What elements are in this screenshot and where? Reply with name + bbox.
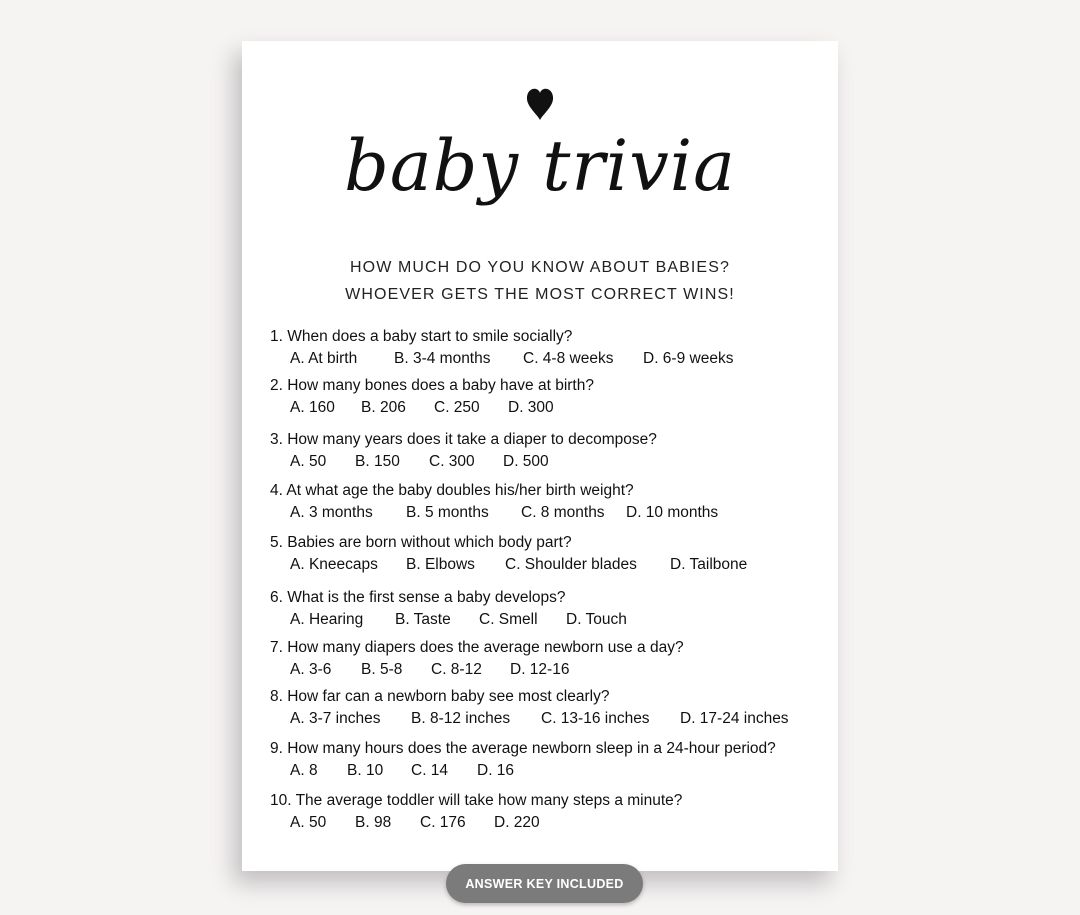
answer-option: B. 5 months xyxy=(406,504,489,521)
answer-option: D. 10 months xyxy=(626,504,719,521)
question-item xyxy=(270,326,830,370)
question-text: 6. What is the first sense a baby develops? xyxy=(270,589,566,606)
answer-option: C. Smell xyxy=(479,611,538,628)
question-item xyxy=(270,738,830,782)
answer-option: C. 8 months xyxy=(521,504,605,521)
answer-option: B. 10 xyxy=(347,762,384,779)
answer-option: A. 8 xyxy=(290,762,318,779)
answer-options xyxy=(290,397,830,419)
answer-options xyxy=(290,659,830,681)
answer-options xyxy=(290,812,830,834)
answer-option: A. At birth xyxy=(290,350,358,367)
question-item xyxy=(270,532,830,576)
answer-option: D. Tailbone xyxy=(670,556,748,573)
answer-option: D. 6-9 weeks xyxy=(643,350,734,367)
answer-option: B. 5-8 xyxy=(361,661,403,678)
answer-option: C. 8-12 xyxy=(431,661,482,678)
answer-option: A. Kneecaps xyxy=(290,556,378,573)
answer-option: B. Elbows xyxy=(406,556,475,573)
answer-option: C. 13-16 inches xyxy=(541,710,650,727)
page-title: baby trivia xyxy=(344,125,736,207)
answer-option: B. 3-4 months xyxy=(394,350,491,367)
answer-option: C. 4-8 weeks xyxy=(523,350,614,367)
answer-option: C. Shoulder blades xyxy=(505,556,637,573)
answer-option: B. 150 xyxy=(355,453,400,470)
question-text: 5. Babies are born without which body part? xyxy=(270,534,572,551)
answer-option: A. 160 xyxy=(290,399,335,416)
question-item xyxy=(270,790,830,834)
answer-key-badge: ANSWER KEY INCLUDED xyxy=(446,864,643,903)
answer-option: A. 50 xyxy=(290,814,327,831)
question-item xyxy=(270,686,830,730)
subtitle-line-2: WHOEVER GETS THE MOST CORRECT WINS! xyxy=(345,286,735,303)
answer-option: B. 206 xyxy=(361,399,406,416)
answer-option: D. 16 xyxy=(477,762,515,779)
answer-option: D. 17-24 inches xyxy=(680,710,789,727)
answer-option: D. 220 xyxy=(494,814,540,831)
question-text: 3. How many years does it take a diaper to decompose? xyxy=(270,431,657,448)
answer-options xyxy=(290,609,830,631)
answer-options xyxy=(290,451,830,473)
question-item xyxy=(270,429,830,473)
answer-option: D. 12-16 xyxy=(510,661,570,678)
answer-option: D. 500 xyxy=(503,453,549,470)
answer-options xyxy=(290,348,830,370)
answer-option: C. 250 xyxy=(434,399,480,416)
answer-option: D. Touch xyxy=(566,611,627,628)
answer-option: D. 300 xyxy=(508,399,554,416)
answer-option: C. 14 xyxy=(411,762,449,779)
subtitle-line-1: HOW MUCH DO YOU KNOW ABOUT BABIES? xyxy=(350,259,730,276)
answer-option: A. 3-7 inches xyxy=(290,710,381,727)
answer-option: B. 98 xyxy=(355,814,392,831)
question-text: 1. When does a baby start to smile socially? xyxy=(270,328,573,345)
question-text: 8. How far can a newborn baby see most clearly? xyxy=(270,688,610,705)
question-text: 7. How many diapers does the average newborn use a day? xyxy=(270,639,684,656)
question-text: 10. The average toddler will take how many steps a minute? xyxy=(270,792,683,809)
question-text: 9. How many hours does the average newborn sleep in a 24-hour period? xyxy=(270,740,776,757)
question-text: 4. At what age the baby doubles his/her birth weight? xyxy=(270,482,634,499)
answer-option: B. Taste xyxy=(395,611,451,628)
answer-option: A. 3 months xyxy=(290,504,373,521)
trivia-card xyxy=(242,41,838,871)
answer-option: C. 300 xyxy=(429,453,475,470)
answer-option: A. 50 xyxy=(290,453,327,470)
answer-options xyxy=(290,760,830,782)
answer-option: B. 8-12 inches xyxy=(411,710,511,727)
question-item xyxy=(270,587,830,631)
question-text: 2. How many bones does a baby have at birth? xyxy=(270,377,594,394)
question-item xyxy=(270,480,830,524)
question-item xyxy=(270,375,830,419)
answer-option: A. Hearing xyxy=(290,611,364,628)
answer-options xyxy=(290,554,830,576)
answer-option: A. 3-6 xyxy=(290,661,332,678)
answer-options xyxy=(290,708,830,730)
answer-option: C. 176 xyxy=(420,814,466,831)
question-item xyxy=(270,637,830,681)
answer-options xyxy=(290,502,830,524)
